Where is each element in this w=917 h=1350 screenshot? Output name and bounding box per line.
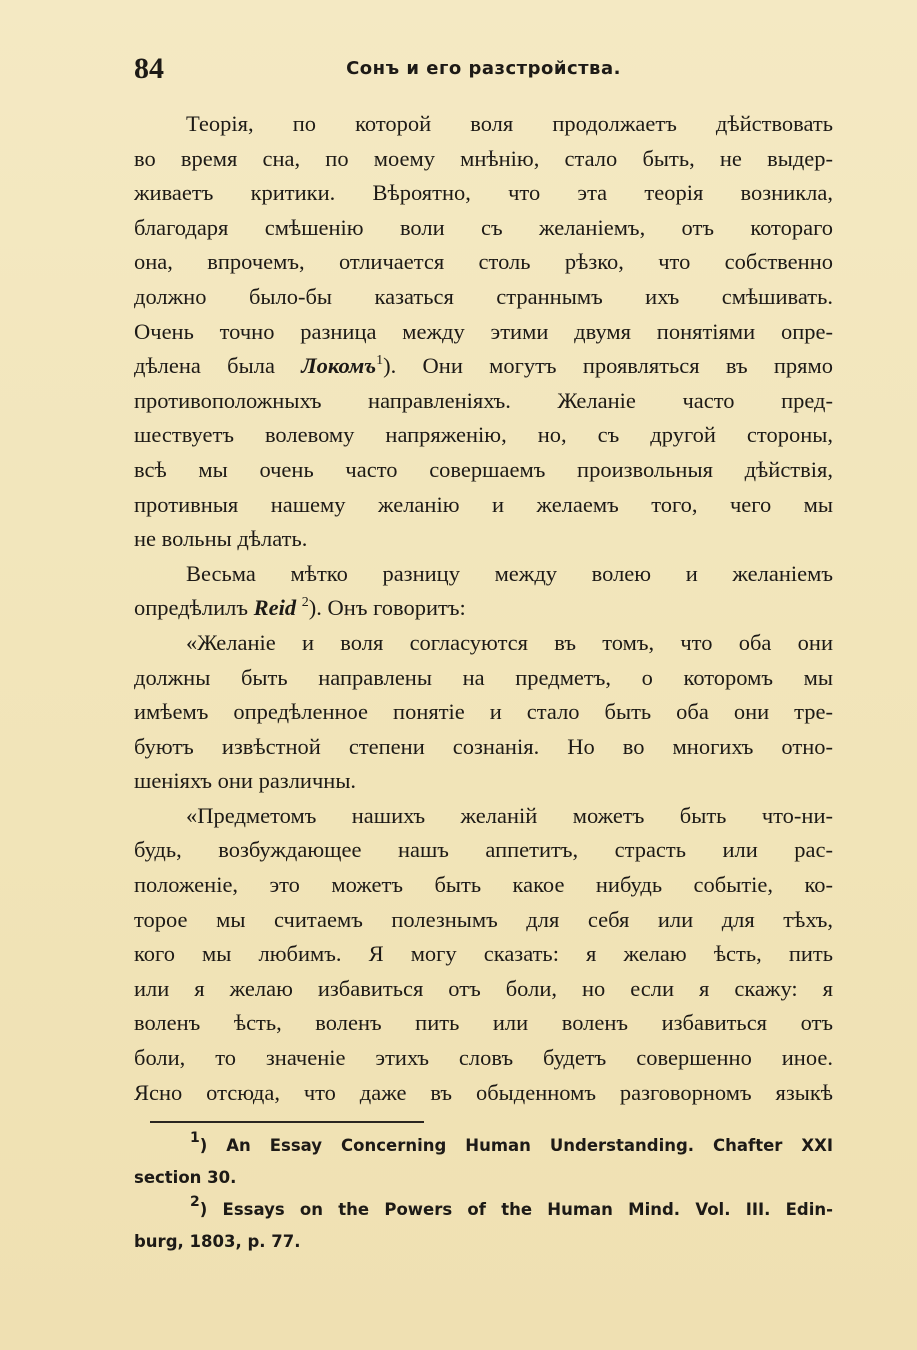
text-line: не вольны дѣлать. xyxy=(134,526,308,552)
footnote-text: ) An Essay Concerning Human Understanding. Chafter XXI xyxy=(199,1136,833,1155)
text-line: шеніяхъ они различны. xyxy=(134,768,357,794)
footnote-1 xyxy=(134,1130,833,1162)
text-line-locke xyxy=(134,349,833,384)
text-line: противоположныхъ направленіяхъ. Желаніе часто пред- xyxy=(134,387,833,413)
text-line: или я желаю избавиться отъ боли, но если я скажу: я xyxy=(134,975,833,1001)
text-fragment: опредѣлилъ xyxy=(134,595,254,621)
footnotes xyxy=(134,1130,833,1258)
text-line: кого мы любимъ. Я могу сказать: я желаю ѣсть, пить xyxy=(134,941,833,967)
running-title: Сонъ и его разстройства. xyxy=(346,58,621,79)
footnote-ref-2: 2 xyxy=(301,595,309,611)
text-line: противныя нашему желанію и желаемъ того, чего мы xyxy=(134,491,833,517)
text-line: шествуетъ волевому напряженію, но, съ другой стороны, xyxy=(134,422,833,448)
text-line: должны быть направлены на предметъ, о которомъ мы xyxy=(134,664,833,690)
footnote-2-cont: burg, 1803, p. 77. xyxy=(134,1232,301,1251)
page-header xyxy=(134,52,833,90)
text-line: всѣ мы очень часто совершаемъ произвольныя дѣйствія, xyxy=(134,456,833,482)
text-line-reid xyxy=(134,591,833,626)
text-line: Весьма мѣтко разницу между волею и желаніемъ xyxy=(186,560,833,586)
footnote-text: ) Essays on the Powers of the Human Mind. Vol. III. Edin- xyxy=(199,1200,833,1219)
main-text xyxy=(134,107,833,1110)
text-line: имѣемъ опредѣленное понятіе и стало быть оба они тре- xyxy=(134,699,833,725)
author-name-locke: Локомъ xyxy=(301,353,377,379)
footnote-mark-1: 1 xyxy=(190,1130,200,1146)
footnote-2 xyxy=(134,1194,833,1226)
text-line: торое мы считаемъ полезнымъ для себя или для тѣхъ, xyxy=(134,906,833,932)
author-name-reid: Reid xyxy=(253,595,297,621)
text-line: во время сна, по моему мнѣнію, стало быть, не выдер- xyxy=(134,145,833,171)
text-line: Ясно отсюда, что даже въ обыденномъ разговорномъ языкѣ xyxy=(134,1079,833,1105)
text-line: она, впрочемъ, отличается столь рѣзко, что собственно xyxy=(134,249,833,275)
text-line: живаетъ критики. Вѣроятно, что эта теорія возникла, xyxy=(134,180,833,206)
footnote-ref-1: 1 xyxy=(376,353,384,369)
text-line: Теорія, по которой воля продолжаетъ дѣйствовать xyxy=(186,111,833,136)
text-fragment: дѣлена была xyxy=(134,353,302,379)
text-line: благодаря смѣшенію воли съ желаніемъ, отъ котораго xyxy=(134,214,833,240)
text-fragment: ). Они могутъ проявляться въ прямо xyxy=(383,353,833,379)
text-line: будь, возбуждающее нашъ аппетитъ, страсть или рас- xyxy=(134,837,833,863)
footnote-1-cont: section 30. xyxy=(134,1168,237,1187)
text-line: «Желаніе и воля согласуются въ томъ, что оба они xyxy=(186,629,833,655)
text-line: боли, то значеніе этихъ словъ будетъ совершенно иное. xyxy=(134,1045,833,1071)
footnote-mark-2: 2 xyxy=(190,1194,200,1210)
page-number: 84 xyxy=(134,52,164,85)
text-line: «Предметомъ нашихъ желаній можетъ быть что-ни- xyxy=(186,802,833,828)
text-line: положеніе, это можетъ быть какое нибудь событіе, ко- xyxy=(134,872,833,898)
text-line: буютъ извѣстной степени сознанія. Но во многихъ отно- xyxy=(134,733,833,759)
text-line: воленъ ѣсть, воленъ пить или воленъ избавиться отъ xyxy=(134,1010,833,1036)
text-line: Очень точно разница между этими двумя понятіями опре- xyxy=(134,318,833,344)
footnote-divider xyxy=(150,1121,424,1123)
text-fragment: ). Онъ говоритъ: xyxy=(308,595,466,621)
text-line: должно было-бы казаться страннымъ ихъ смѣшивать. xyxy=(134,283,833,309)
